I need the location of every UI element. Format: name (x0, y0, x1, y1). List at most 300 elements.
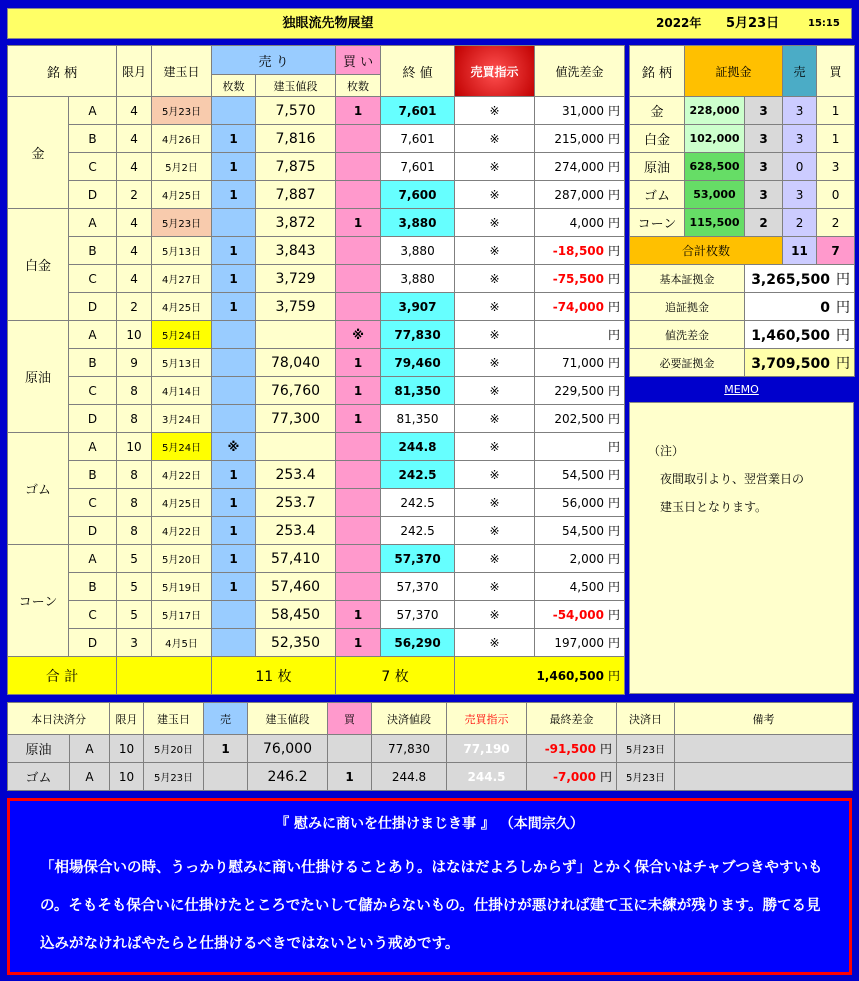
quote-body: 「相場保合いの時、うっかり慰みに商い仕掛けることあり。はなはだよろしからず」とかく保合いはチャブつきやすいもの。そもそも保合いに仕掛けたところでたいして儲からないもの。仕掛けが悪ければ建て玉に未練が残ります。勝てる見込みがなければやたらと仕掛けるべきではないという戒めです。 (40, 860, 823, 952)
summary-label: 基本証拠金 (630, 265, 745, 293)
pos-label: D (69, 517, 117, 545)
margin-col-buy: 買 (817, 46, 855, 97)
settlement-row (8, 735, 853, 763)
buy-qty-cell (336, 265, 381, 293)
table-row (8, 601, 625, 629)
pos-label: A (69, 433, 117, 461)
month-cell: 4 (117, 97, 152, 125)
total-diff-value: 1,460,500 (536, 669, 605, 683)
settle-instruction: 244.5 (447, 763, 527, 791)
instruction-cell[interactable]: ※ (455, 209, 535, 237)
month-cell: 8 (117, 461, 152, 489)
sell-qty-cell (212, 405, 256, 433)
margin-brand: ゴム (630, 181, 685, 209)
summary-amount: 3,265,500 (751, 271, 831, 288)
summary-value (745, 349, 855, 377)
pos-label: B (69, 125, 117, 153)
table-row (8, 181, 625, 209)
open-date-cell: 5月13日 (152, 237, 212, 265)
diff-cell (535, 293, 625, 321)
memo-header[interactable]: MEMO (724, 383, 759, 396)
buy-qty-cell (336, 293, 381, 321)
open-price-cell: 7,887 (256, 181, 336, 209)
diff-cell (535, 321, 625, 349)
buy-qty-cell: 1 (336, 377, 381, 405)
group-name: ゴム (8, 433, 69, 545)
margin-summary-row (630, 265, 855, 293)
instruction-cell[interactable]: ※ (455, 629, 535, 657)
diff-value: 54,500 (562, 468, 605, 482)
sell-qty-cell (212, 321, 256, 349)
open-price-cell: 253.4 (256, 517, 336, 545)
open-price-cell: 78,040 (256, 349, 336, 377)
summary-amount: 1,460,500 (751, 327, 831, 344)
settle-brand: ゴム (8, 763, 70, 791)
buy-qty-cell: 1 (336, 629, 381, 657)
buy-qty-cell (336, 573, 381, 601)
margin-buy: 0 (817, 181, 855, 209)
instruction-cell[interactable]: ※ (455, 545, 535, 573)
margin-row (630, 97, 855, 125)
margin-row (630, 181, 855, 209)
pos-label: C (69, 489, 117, 517)
margin-value: 115,500 (685, 209, 745, 237)
open-price-cell: 3,843 (256, 237, 336, 265)
yen-unit: 円 (608, 384, 621, 398)
pos-label: C (69, 153, 117, 181)
buy-qty-cell (336, 125, 381, 153)
open-date-cell: 5月17日 (152, 601, 212, 629)
settlement-table (7, 702, 853, 791)
margin-summary-row (630, 349, 855, 377)
close-cell: 7,600 (381, 181, 455, 209)
summary-label: 必要証拠金 (630, 349, 745, 377)
table-row (8, 545, 625, 573)
open-date-cell: 3月24日 (152, 405, 212, 433)
total-qty-sell: 11 (783, 237, 817, 265)
margin-mult: 2 (745, 209, 783, 237)
settle-pos: A (70, 735, 110, 763)
month-cell: 4 (117, 153, 152, 181)
instruction-cell[interactable]: ※ (455, 405, 535, 433)
memo-line: 建玉日となります。 (648, 500, 768, 514)
diff-value: 287,000 (554, 188, 605, 202)
margin-mult: 3 (745, 97, 783, 125)
yen-unit: 円 (608, 524, 621, 538)
open-date-cell: 5月23日 (152, 97, 212, 125)
margin-buy: 1 (817, 97, 855, 125)
open-date-cell: 4月26日 (152, 125, 212, 153)
month-cell: 5 (117, 573, 152, 601)
open-date-cell: 4月27日 (152, 265, 212, 293)
summary-value (745, 265, 855, 293)
table-row (8, 237, 625, 265)
margin-sell: 3 (783, 125, 817, 153)
sell-qty-cell (212, 601, 256, 629)
table-row (8, 405, 625, 433)
instruction-cell[interactable]: ※ (455, 153, 535, 181)
summary-value (745, 321, 855, 349)
diff-cell (535, 153, 625, 181)
buy-qty-cell: 1 (336, 405, 381, 433)
open-date-cell: 4月25日 (152, 293, 212, 321)
pos-label: D (69, 293, 117, 321)
month-cell: 2 (117, 181, 152, 209)
total-buy-unit: 枚 (394, 668, 409, 685)
open-price-cell: 3,872 (256, 209, 336, 237)
settle-sell: 1 (204, 735, 248, 763)
settle-price: 76,000 (248, 735, 328, 763)
close-cell: 57,370 (381, 601, 455, 629)
settle-pos: A (70, 763, 110, 791)
margin-row (630, 209, 855, 237)
close-cell: 3,880 (381, 237, 455, 265)
buy-qty-cell (336, 433, 381, 461)
diff-value: 71,000 (562, 356, 605, 370)
margin-sell: 3 (783, 181, 817, 209)
buy-qty-cell (336, 153, 381, 181)
close-cell: 7,601 (381, 97, 455, 125)
pos-label: B (69, 237, 117, 265)
margin-summary-row (630, 293, 855, 321)
close-cell: 77,830 (381, 321, 455, 349)
total-diff (455, 657, 625, 695)
instruction-cell[interactable]: ※ (455, 321, 535, 349)
total-label: 合 計 (8, 657, 117, 695)
month-cell: 8 (117, 377, 152, 405)
margin-brand: 金 (630, 97, 685, 125)
sell-qty-cell: 1 (212, 461, 256, 489)
page-title: 独眼流先物展望 (282, 16, 374, 31)
close-cell: 242.5 (381, 461, 455, 489)
diff-cell (535, 265, 625, 293)
sell-qty-cell: 1 (212, 489, 256, 517)
settle-col-instruction: 売買指示 (447, 703, 527, 735)
margin-row (630, 153, 855, 181)
yen-unit: 円 (608, 636, 621, 650)
table-row (8, 321, 625, 349)
instruction-cell[interactable]: ※ (455, 517, 535, 545)
diff-value: -18,500 (552, 244, 605, 258)
diff-cell (535, 489, 625, 517)
buy-qty-cell: ※ (336, 321, 381, 349)
settle-final-value: -7,000 (553, 770, 596, 784)
group-name: 金 (8, 97, 69, 209)
settle-sell (204, 763, 248, 791)
month-cell: 2 (117, 293, 152, 321)
sell-qty-cell (212, 209, 256, 237)
diff-value: 2,000 (569, 552, 605, 566)
col-close: 終 値 (381, 46, 455, 97)
margin-buy: 1 (817, 125, 855, 153)
sell-qty-cell: 1 (212, 545, 256, 573)
diff-cell (535, 405, 625, 433)
settle-date: 5月23日 (144, 763, 204, 791)
open-date-cell: 5月13日 (152, 349, 212, 377)
title-bar (7, 8, 852, 39)
pos-label: B (69, 573, 117, 601)
buy-qty-cell: 1 (336, 349, 381, 377)
instruction-cell[interactable]: ※ (455, 237, 535, 265)
summary-amount: 3,709,500 (751, 355, 831, 372)
settle-settle-price: 244.8 (372, 763, 447, 791)
yen-unit: 円 (599, 770, 612, 784)
yen-unit: 円 (608, 496, 621, 510)
settle-buy (328, 735, 372, 763)
close-cell: 3,880 (381, 209, 455, 237)
margin-col-sell: 売 (783, 46, 817, 97)
open-price-cell: 3,759 (256, 293, 336, 321)
settle-settle-price: 77,830 (372, 735, 447, 763)
close-cell: 81,350 (381, 377, 455, 405)
settle-price: 246.2 (248, 763, 328, 791)
memo-line: 夜間取引より、翌営業日の (648, 472, 805, 486)
instruction-cell[interactable]: ※ (455, 349, 535, 377)
instruction-cell[interactable]: ※ (455, 97, 535, 125)
yen-unit: 円 (608, 356, 621, 370)
header-time: 15:15 (808, 18, 840, 29)
month-cell: 4 (117, 265, 152, 293)
pos-label: B (69, 349, 117, 377)
table-row (8, 265, 625, 293)
month-cell: 5 (117, 545, 152, 573)
settle-note (675, 735, 853, 763)
diff-cell (535, 545, 625, 573)
positions-table (7, 45, 625, 695)
diff-value: 197,000 (554, 636, 605, 650)
close-cell: 3,880 (381, 265, 455, 293)
pos-label: C (69, 601, 117, 629)
header-date: 5月23日 (726, 16, 780, 31)
settle-col-price: 建玉値段 (248, 703, 328, 735)
yen-unit: 円 (836, 271, 851, 288)
instruction-cell[interactable]: ※ (455, 573, 535, 601)
sell-qty-cell: 1 (212, 573, 256, 601)
open-date-cell: 4月25日 (152, 181, 212, 209)
sell-qty-cell (212, 629, 256, 657)
open-price-cell: 7,816 (256, 125, 336, 153)
yen-unit: 円 (608, 608, 621, 622)
yen-unit: 円 (608, 216, 621, 230)
buy-qty-cell (336, 545, 381, 573)
yen-unit: 円 (608, 580, 621, 594)
pos-label: D (69, 629, 117, 657)
diff-cell (535, 349, 625, 377)
sell-qty-cell: 1 (212, 181, 256, 209)
diff-cell (535, 377, 625, 405)
col-open-date: 建玉日 (152, 46, 212, 97)
diff-value: 56,000 (562, 496, 605, 510)
buy-qty-cell (336, 181, 381, 209)
col-diff: 値洗差金 (535, 46, 625, 97)
diff-value: 31,000 (562, 104, 605, 118)
sell-qty-cell: ※ (212, 433, 256, 461)
margin-brand: 原油 (630, 153, 685, 181)
open-date-cell: 5月24日 (152, 433, 212, 461)
instruction-cell[interactable]: ※ (455, 377, 535, 405)
settle-col-date: 建玉日 (144, 703, 204, 735)
total-qty-label: 合計枚数 (630, 237, 783, 265)
diff-cell (535, 517, 625, 545)
month-cell: 3 (117, 629, 152, 657)
group-name: 原油 (8, 321, 69, 433)
total-row (8, 657, 625, 695)
month-cell: 10 (117, 321, 152, 349)
buy-qty-cell (336, 489, 381, 517)
open-price-cell: 3,729 (256, 265, 336, 293)
sell-qty-cell: 1 (212, 293, 256, 321)
table-row (8, 573, 625, 601)
yen-unit: 円 (608, 132, 621, 146)
month-cell: 10 (117, 433, 152, 461)
col-sell: 売 り (212, 46, 336, 75)
open-price-cell: 253.4 (256, 461, 336, 489)
margin-col-margin: 証拠金 (685, 46, 783, 97)
margin-row (630, 125, 855, 153)
open-price-cell: 253.7 (256, 489, 336, 517)
instruction-cell[interactable]: ※ (455, 125, 535, 153)
settle-col-sell: 売 (204, 703, 248, 735)
margin-brand: 白金 (630, 125, 685, 153)
col-brand: 銘 柄 (8, 46, 117, 97)
sell-qty-cell (212, 349, 256, 377)
diff-value: -75,500 (552, 272, 605, 286)
instruction-cell[interactable]: ※ (455, 489, 535, 517)
buy-qty-cell (336, 461, 381, 489)
open-date-cell: 4月22日 (152, 517, 212, 545)
close-cell: 56,290 (381, 629, 455, 657)
month-cell: 4 (117, 209, 152, 237)
sell-qty-cell: 1 (212, 517, 256, 545)
table-row (8, 377, 625, 405)
memo-line: （注） (648, 444, 685, 458)
quote-title: 『 慰みに商いを仕掛けまじき事 』 （本間宗久） (275, 816, 584, 832)
yen-unit: 円 (836, 299, 851, 316)
buy-qty-cell: 1 (336, 209, 381, 237)
margin-summary-row (630, 321, 855, 349)
instruction-cell[interactable]: ※ (455, 265, 535, 293)
diff-value: -74,000 (552, 300, 605, 314)
yen-unit: 円 (608, 412, 621, 426)
margin-brand: コーン (630, 209, 685, 237)
settle-final (527, 735, 617, 763)
diff-value: 54,500 (562, 524, 605, 538)
margin-total-row (630, 237, 855, 265)
instruction-cell[interactable]: ※ (455, 181, 535, 209)
yen-unit: 円 (836, 355, 851, 372)
sell-qty-cell: 1 (212, 153, 256, 181)
open-date-cell: 5月20日 (152, 545, 212, 573)
sell-qty-cell: 1 (212, 125, 256, 153)
yen-unit: 円 (608, 244, 621, 258)
settle-settle-date: 5月23日 (617, 735, 675, 763)
total-sell-value: 11 (255, 668, 274, 685)
buy-qty-cell (336, 517, 381, 545)
settle-instruction: 77,190 (447, 735, 527, 763)
group-name: 白金 (8, 209, 69, 321)
settle-col-settle-date: 決済日 (617, 703, 675, 735)
diff-cell (535, 629, 625, 657)
diff-cell (535, 573, 625, 601)
open-date-cell: 5月24日 (152, 321, 212, 349)
table-row (8, 293, 625, 321)
settle-brand: 原油 (8, 735, 70, 763)
settle-col-buy: 買 (328, 703, 372, 735)
table-row (8, 349, 625, 377)
open-date-cell: 5月23日 (152, 209, 212, 237)
settle-col-note: 備考 (675, 703, 853, 735)
sell-qty-cell: 1 (212, 265, 256, 293)
pos-label: A (69, 97, 117, 125)
pos-label: B (69, 461, 117, 489)
table-row (8, 629, 625, 657)
yen-unit: 円 (836, 327, 851, 344)
settle-col-settle-price: 決済値段 (372, 703, 447, 735)
diff-value: 4,000 (569, 216, 605, 230)
close-cell: 7,601 (381, 153, 455, 181)
instruction-cell[interactable]: ※ (455, 293, 535, 321)
open-price-cell: 52,350 (256, 629, 336, 657)
settle-col-month: 限月 (110, 703, 144, 735)
open-price-cell: 58,450 (256, 601, 336, 629)
diff-cell (535, 181, 625, 209)
pos-label: A (69, 321, 117, 349)
month-cell: 9 (117, 349, 152, 377)
summary-value (745, 293, 855, 321)
col-instruction[interactable]: 売買指示 (455, 46, 535, 97)
yen-unit: 円 (608, 160, 621, 174)
summary-label: 追証拠金 (630, 293, 745, 321)
pos-label: C (69, 265, 117, 293)
yen-unit: 円 (608, 328, 621, 342)
close-cell: 242.5 (381, 489, 455, 517)
close-cell: 244.8 (381, 433, 455, 461)
yen-unit: 円 (608, 300, 621, 314)
table-row (8, 433, 625, 461)
buy-qty-cell: 1 (336, 97, 381, 125)
instruction-cell[interactable]: ※ (455, 433, 535, 461)
table-row (8, 97, 625, 125)
open-price-cell: 76,760 (256, 377, 336, 405)
close-cell: 79,460 (381, 349, 455, 377)
sell-qty-cell: 1 (212, 237, 256, 265)
close-cell: 57,370 (381, 545, 455, 573)
open-price-cell: 7,570 (256, 97, 336, 125)
close-cell: 81,350 (381, 405, 455, 433)
open-price-cell: 7,875 (256, 153, 336, 181)
instruction-cell[interactable]: ※ (455, 461, 535, 489)
margin-mult: 3 (745, 125, 783, 153)
memo-box (629, 402, 854, 694)
pos-label: D (69, 181, 117, 209)
diff-value: 202,500 (554, 412, 605, 426)
settle-buy: 1 (328, 763, 372, 791)
col-buy-qty: 枚数 (336, 75, 381, 97)
quote-box (7, 798, 852, 975)
close-cell: 242.5 (381, 517, 455, 545)
open-price-cell (256, 433, 336, 461)
instruction-cell[interactable]: ※ (455, 601, 535, 629)
pos-label: C (69, 377, 117, 405)
month-cell: 8 (117, 489, 152, 517)
open-date-cell: 5月19日 (152, 573, 212, 601)
close-cell: 7,601 (381, 125, 455, 153)
diff-cell (535, 125, 625, 153)
settle-final-value: -91,500 (544, 742, 596, 756)
open-price-cell: 77,300 (256, 405, 336, 433)
margin-sell: 0 (783, 153, 817, 181)
margin-mult: 3 (745, 153, 783, 181)
